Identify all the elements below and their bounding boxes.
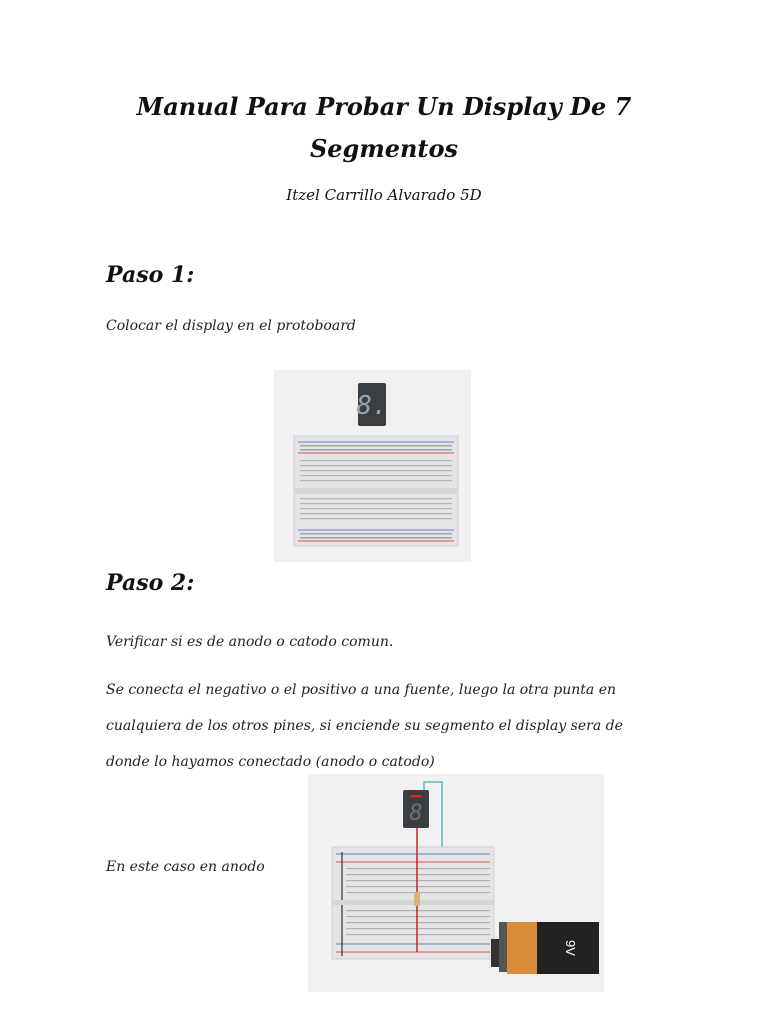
breadboard-figure-2: [308, 774, 604, 992]
breadboard: [294, 436, 458, 546]
display-digit: 8.: [356, 391, 388, 421]
step-2-heading: Paso 2:: [106, 570, 195, 596]
title-line-1: Manual Para Probar Un Display De 7: [136, 92, 632, 121]
seven-segment-display-lit: [403, 790, 429, 828]
battery-label: 9V: [563, 940, 578, 956]
resistor: [414, 892, 420, 906]
svg-text:8: 8: [409, 801, 423, 826]
step-2-note: En este caso en anodo: [106, 859, 265, 875]
document-title: [0, 86, 768, 170]
seven-segment-display: [356, 383, 387, 426]
step-1-instruction: Colocar el display en el protoboard: [106, 318, 356, 334]
battery-9v: [491, 922, 599, 974]
title-line-2: Segmentos: [309, 134, 459, 163]
breadboard-figure-1: [274, 370, 471, 562]
step-1-heading: Paso 1:: [106, 262, 195, 288]
step-2-instruction: Verificar si es de anodo o catodo comun.: [106, 634, 394, 650]
step-2-description: Se conecta el negativo o el positivo a una fuente, luego la otra punta en cualquiera de los otros pines, si enciende su segmento el display sera de donde lo hayamos conectado (anodo o catodo): [106, 682, 623, 770]
breadboard: [332, 847, 494, 959]
author-line: Itzel Carrillo Alvarado 5D: [286, 186, 482, 204]
